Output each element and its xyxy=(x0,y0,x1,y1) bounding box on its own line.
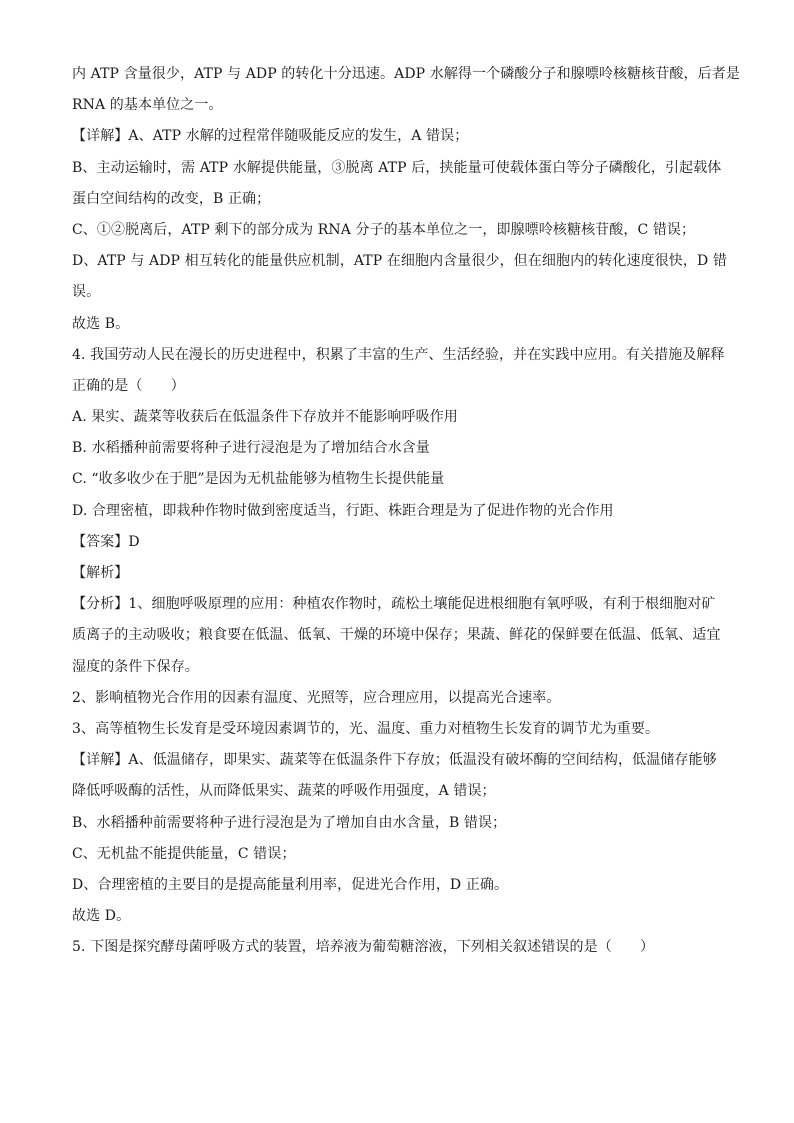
detail-line: D、合理密植的主要目的是提高能量利用率，促进光合作用，D 正确。 xyxy=(72,876,509,893)
detail-line: 【详解】A、ATP 水解的过程常伴随吸能反应的发生，A 错误； xyxy=(72,128,469,145)
text-line: C、①②脱离后，ATP 剩下的部分成为 RNA 分子的基本单位之一，即腺嘌呤核糖核苷酸，C 错误； xyxy=(72,221,696,238)
question-4-stem: 4. 我国劳动人民在漫长的历史进程中，积累了丰富的生产、生活经验，并在实践中应用。有关措施及解释 xyxy=(72,346,725,363)
analysis-line: 湿度的条件下保存。 xyxy=(72,658,199,675)
analysis-line: 2、影响植物光合作用的因素有温度、光照等，应合理应用，以提高光合速率。 xyxy=(72,689,561,706)
detail-line: 降低呼吸酶的活性，从而降低果实、蔬菜的呼吸作用强度，A 错误； xyxy=(72,783,496,800)
question-5-stem: 5. 下图是探究酵母菌呼吸方式的装置，培养液为葡萄糖溶液，下列相关叙述错误的是（ ） xyxy=(72,939,655,956)
analysis-line: 质离子的主动吸收；粮食要在低温、低氧、干燥的环境中保存；果蔬、鲜花的保鲜要在低温、低氧、适宜 xyxy=(72,627,721,644)
detail-line: C、无机盐不能提供能量，C 错误； xyxy=(72,845,296,862)
answer-line: 【答案】D xyxy=(72,533,140,550)
text-line: 蛋白空间结构的改变，B 正确； xyxy=(72,190,271,207)
detail-line: 【详解】A、低温储存，即果实、蔬菜等在低温条件下存放；低温没有破坏酶的空间结构，低温储存能够 xyxy=(72,752,717,769)
text-line: 内 ATP 含量很少，ATP 与 ADP 的转化十分迅速。ADP 水解得一个磷酸分子和腺嘌呤核糖核苷酸，后者是 xyxy=(72,66,740,82)
option-b: B. 水稻播种前需要将种子进行浸泡是为了增加结合水含量 xyxy=(72,440,430,457)
choice-line: 故选 B。 xyxy=(72,315,130,332)
text-line: D、ATP 与 ADP 相互转化的能量供应机制，ATP 在细胞内含量很少，但在细胞内的转化速度很快，D 错 xyxy=(72,253,727,270)
document-page xyxy=(72,64,740,968)
detail-line: B、水稻播种前需要将种子进行浸泡是为了增加自由水含量，B 错误； xyxy=(72,814,507,831)
analysis-heading: 【解析】 xyxy=(72,565,129,581)
text-line: RNA 的基本单位之一。 xyxy=(72,97,223,114)
text-line: B、主动运输时，需 ATP 水解提供能量，③脱离 ATP 后，挟能量可使载体蛋白等分子磷酸化，引起载体 xyxy=(72,159,722,176)
text-line: 误。 xyxy=(72,284,101,301)
option-d: D. 合理密植，即栽种作物时做到密度适当，行距、株距合理是为了促进作物的光合作用 xyxy=(72,502,614,519)
analysis-line: 3、高等植物生长发育是受环境因素调节的，光、温度、重力对植物生长发育的调节尤为重要。 xyxy=(72,720,660,737)
choice-line: 故选 D。 xyxy=(72,908,131,925)
question-4-stem-cont: 正确的是（ ） xyxy=(72,377,185,394)
option-a: A. 果实、蔬菜等收获后在低温条件下存放并不能影响呼吸作用 xyxy=(72,409,458,426)
option-c: C. “收多收少在于肥”是因为无机盐能够为植物生长提供能量 xyxy=(72,471,445,488)
analysis-line: 【分析】1、细胞呼吸原理的应用：种植农作物时，疏松土壤能促进根细胞有氧呼吸，有利于根细胞对矿 xyxy=(72,596,716,613)
